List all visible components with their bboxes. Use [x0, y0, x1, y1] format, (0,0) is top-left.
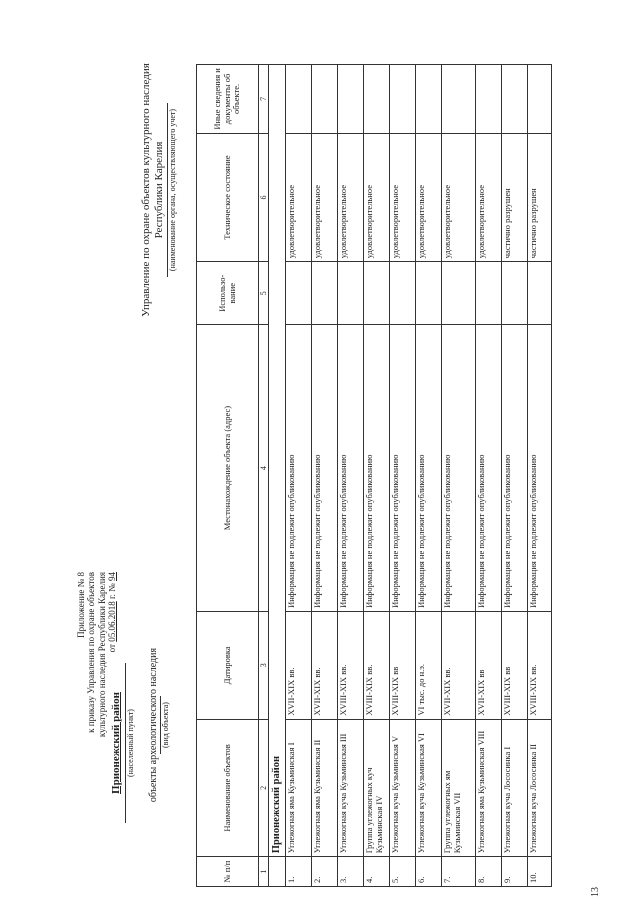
- header-number: № п/п: [197, 857, 259, 887]
- object-kind-caption: (вид объекта): [160, 696, 171, 754]
- header-dating: Датировка: [197, 611, 259, 719]
- appendix-number: 94: [107, 572, 118, 581]
- object-location: Информация не подлежит опубликованию: [528, 325, 552, 612]
- object-other: [528, 65, 552, 134]
- row-number: 4.: [364, 857, 390, 887]
- object-condition: удовлетворительное: [442, 133, 476, 261]
- column-number: 1: [259, 857, 269, 887]
- object-name: Углежогная куча Кузьминская VI: [416, 719, 442, 857]
- table-row: [364, 65, 390, 887]
- object-location: Информация не подлежит опубликованию: [442, 325, 476, 612]
- object-name: Группа углежогных ям Кузьминская VII: [442, 719, 476, 857]
- header-name: Наименование объектов: [197, 719, 259, 857]
- object-usage: [502, 262, 528, 325]
- object-dating: XVII-XIX вв.: [442, 611, 476, 719]
- organization-block: [140, 35, 180, 345]
- column-number: 2: [259, 719, 269, 857]
- object-condition: удовлетворительное: [286, 133, 312, 261]
- table-row: [286, 65, 312, 887]
- row-number: 9.: [502, 857, 528, 887]
- object-location: Информация не подлежит опубликованию: [502, 325, 528, 612]
- object-condition: частично разрушен: [502, 133, 528, 261]
- row-number: 10.: [528, 857, 552, 887]
- object-condition: удовлетворительное: [338, 133, 364, 261]
- organization-caption: (наименование органа, осуществляющего учет): [167, 103, 178, 277]
- object-location: Информация не подлежит опубликованию: [416, 325, 442, 612]
- object-location: Информация не подлежит опубликованию: [312, 325, 338, 612]
- object-name: Углежогная куча Кузьминская III: [338, 719, 364, 857]
- header-other: Иные сведения и документы об объекте.: [197, 65, 259, 134]
- table-row: [312, 65, 338, 887]
- organization-region: Республики Карелия: [153, 141, 166, 239]
- row-number: 8.: [476, 857, 502, 887]
- row-number: 1.: [286, 857, 312, 887]
- object-usage: [442, 262, 476, 325]
- object-dating: XVIII-XIX вв.: [528, 611, 552, 719]
- header-usage: Использо-вание: [197, 262, 259, 325]
- page-number: 13: [590, 887, 601, 897]
- table-row: [502, 65, 528, 887]
- column-number: 5: [259, 262, 269, 325]
- object-condition: удовлетворительное: [476, 133, 502, 261]
- object-location: Информация не подлежит опубликованию: [476, 325, 502, 612]
- objects-table: [196, 64, 552, 887]
- object-dating: XVIII-XIX вв: [390, 611, 416, 719]
- section-title: Прионежский район: [269, 65, 286, 857]
- object-other: [502, 65, 528, 134]
- object-location: Информация не подлежит опубликованию: [364, 325, 390, 612]
- appendix-number-prefix: г. №: [107, 583, 118, 600]
- object-condition: удовлетворительное: [416, 133, 442, 261]
- table-row: [390, 65, 416, 887]
- column-number: 7: [259, 65, 269, 134]
- object-dating: XVIII-XIX вв: [502, 611, 528, 719]
- row-number: 3.: [338, 857, 364, 887]
- table-row: [338, 65, 364, 887]
- object-name: Углежогная куча Лососинка I: [502, 719, 528, 857]
- object-condition: удовлетворительное: [390, 133, 416, 261]
- object-other: [390, 65, 416, 134]
- object-location: Информация не подлежит опубликованию: [390, 325, 416, 612]
- row-number: 6.: [416, 857, 442, 887]
- appendix-authority-line: культурного наследия Республики Карелия: [96, 572, 107, 738]
- object-name: Углежогная куча Кузьминская V: [390, 719, 416, 857]
- object-dating: VI тыс. до н.э.: [416, 611, 442, 719]
- object-name: Углежогная куча Лососинка II: [528, 719, 552, 857]
- section-row: [269, 65, 286, 887]
- organization-name: Управление по охране объектов культурного наследия: [140, 63, 152, 317]
- object-name: Углежогная яма Кузьминская I: [286, 719, 312, 857]
- object-condition: удовлетворительное: [312, 133, 338, 261]
- column-number: 6: [259, 133, 269, 261]
- header-location: Местонахождение объекта (адрес): [197, 325, 259, 612]
- object-other: [416, 65, 442, 134]
- object-other: [442, 65, 476, 134]
- column-number: 4: [259, 325, 269, 612]
- object-usage: [312, 262, 338, 325]
- object-other: [312, 65, 338, 134]
- object-other: [476, 65, 502, 134]
- object-name: Углежогная яма Кузьминская VIII: [476, 719, 502, 857]
- district-block: [110, 663, 135, 823]
- object-other: [286, 65, 312, 134]
- object-usage: [338, 262, 364, 325]
- appendix-date: 05.06.2018: [107, 601, 118, 642]
- object-other: [338, 65, 364, 134]
- object-condition: частично разрушен: [528, 133, 552, 261]
- column-number: 3: [259, 611, 269, 719]
- column-number-row: [259, 65, 269, 887]
- district-name: Прионежский район: [110, 692, 122, 794]
- table-row: [528, 65, 552, 887]
- row-number: 7.: [442, 857, 476, 887]
- object-other: [364, 65, 390, 134]
- appendix-title: Приложение № 8: [76, 572, 86, 638]
- object-location: Информация не подлежит опубликованию: [338, 325, 364, 612]
- district-caption: (населенный пункт): [125, 663, 135, 823]
- object-kind-value: объекты археологического наследия: [148, 647, 159, 803]
- row-number: 2.: [312, 857, 338, 887]
- object-kind-block: [148, 605, 172, 845]
- object-usage: [528, 262, 552, 325]
- object-dating: XVII-XIX вв.: [286, 611, 312, 719]
- object-usage: [364, 262, 390, 325]
- object-location: Информация не подлежит опубликованию: [286, 325, 312, 612]
- object-condition: удовлетворительное: [364, 133, 390, 261]
- object-name: Группа углежогных куч Кузьминская IV: [364, 719, 390, 857]
- header-condition: Техническое состояние: [197, 133, 259, 261]
- table-header-row: [197, 65, 259, 887]
- object-dating: XVIII-XIX вв.: [338, 611, 364, 719]
- object-dating: XVIII-XIX вв.: [364, 611, 390, 719]
- row-number: 5.: [390, 857, 416, 887]
- appendix-order-line: к приказу Управления по охране объектов: [86, 572, 97, 733]
- object-usage: [390, 262, 416, 325]
- table-row: [416, 65, 442, 887]
- table-row: [476, 65, 502, 887]
- object-usage: [416, 262, 442, 325]
- object-usage: [286, 262, 312, 325]
- appendix-date-prefix: от: [107, 644, 118, 653]
- object-dating: XVII-XIX вв: [476, 611, 502, 719]
- object-name: Углежогная яма Кузьминская II: [312, 719, 338, 857]
- object-usage: [476, 262, 502, 325]
- table-row: [442, 65, 476, 887]
- object-dating: XVII-XIX вв.: [312, 611, 338, 719]
